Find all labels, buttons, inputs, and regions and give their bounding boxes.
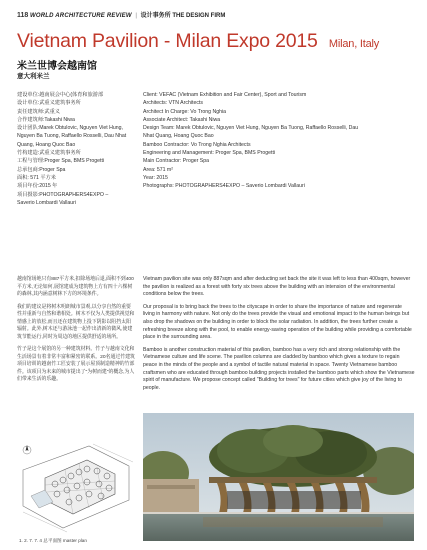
paragraph: 我们的建议是将树木明朗城市景观,以分享自然的重要性并重新与自然和谐相处。树木不仅为人类提供视觉和情感上的放松,而且还在建筑物上投下阴影以阻挡太阳辐射。此外,树木还与游泳池一起作出清新的微风,使建筑节能运行,同时为周边的地区提供舒适的场所。 (17, 304, 135, 340)
title-main: Vietnam Pavilion - Milan Expo 2015 (17, 30, 318, 52)
paragraph: Our proposal is to bring back the trees to the cityscape in order to share the importance of nature and regenerate living in harmony with nature. Not only do the trees provide the visual and emotional impact to the human beings but also drop the shadows on the building in order to block the solar radiation. In addition, the trees further create a refreshing breeze along with the pool, to enable energy-saving operation of the building while providing a comfortable place in the surrounding area. (143, 303, 412, 341)
credit-line: Main Contractor: Proger Spa (143, 158, 210, 165)
paragraph: 竹子是这个展馆的另一种建筑材料。竹子与越南文化和生活场景有着非常丰富和紧密的联系。20名通过竹建筑项目培训的越南竹工匠安装了展示屋顶制造精神的竹部件。该项目为未来的城市提出了"为树而建"的概念,为人们带来生活的乐趣。 (17, 347, 135, 382)
title-cn-location: 意大利米兰 (17, 73, 50, 80)
title-cn: 米兰世博会越南馆 (17, 61, 97, 72)
section-cn: 设计事务所 (140, 13, 171, 19)
credit-line: Client: VEFAC (Vietnam Exhibition and Fair Center), Sport and Tourism (143, 92, 307, 98)
credit-line: 工程与管理:Proger Spa, BMS Progetti (17, 158, 105, 165)
credit-line: 设计团队:Marek Obtulovic, Nguyen Viet Hung, (17, 125, 124, 132)
credit-line: Nhat Quang, Hoang Quoc Bao (143, 133, 214, 140)
credit-line: Design Team: Marek Obtulovic, Nguyen Viet Hung, Nguyen Ba Tuong, Raffaello Rosselli, Dau (143, 125, 359, 132)
section-en: THE DESIGN FIRM (172, 13, 226, 19)
page-number: 118 (17, 12, 29, 19)
credit-line: Bamboo Contractor: Vo Trong Nghia Architects (143, 141, 251, 148)
master-plan-drawing (17, 440, 135, 534)
credit-line: 总承包商:Proger Spa (17, 166, 66, 173)
credits-cn (17, 91, 137, 207)
credit-line: 项目摄影:PHOTOGRAPHERS4EXPO – (17, 191, 109, 198)
credit-line: Year: 2015 (143, 174, 168, 181)
magazine-name: WORLD ARCHITECTURE REVIEW (29, 13, 132, 19)
credit-line: 竹构建造:武重义建筑事务所 (17, 150, 81, 157)
pavilion-photo (143, 413, 414, 541)
credit-line: 面积: 571 平方米 (17, 174, 56, 181)
credit-line: Photographs: PHOTOGRAPHERS4EXPO – Saverio Lombardi Vallauri (143, 183, 305, 190)
page-title (17, 30, 379, 53)
credit-line: Area: 571 m² (143, 166, 173, 173)
paragraph: 越南馆场地只有887平方米,扣除场地后退,面积不到400平方米,无论如何,展馆建成为建筑物上方有四十六棵树的森林,其内涵意树林下方的环境条件。 (17, 277, 134, 297)
credit-line: 责任建筑师:武重义 (17, 108, 60, 115)
plan-caption: 1. 2. 7. 7. 4 总平面图 master plan (19, 538, 87, 543)
credit-line: Nguyen Ba Tuong, Raffaello Rosselli, Dau Nhat (17, 133, 127, 140)
page-header (17, 10, 225, 19)
body-text-en (143, 276, 415, 397)
body-text-cn (17, 276, 135, 389)
credits-en (143, 91, 415, 191)
credit-line: 项目年份:2015 年 (17, 183, 58, 190)
header-divider: | (135, 13, 137, 19)
credit-line: Saverio Lombardi Vallauri (17, 199, 77, 206)
credit-line: 建设单位:越南展会中心(体育和旅游部 (17, 92, 104, 98)
credit-line: Architects: VTN Architects (143, 100, 203, 107)
credit-line: Associate Architect: Takashi Niwa (143, 116, 221, 123)
credit-line: 合作建筑师:Takashi Niwa (17, 116, 75, 123)
credit-line: Engineering and Management: Proger Spa, BMS Progetti (143, 150, 276, 157)
credit-line: Architect In Charge: Vo Trong Nghia (143, 108, 227, 115)
credit-line: Quang, Hoang Quoc Bao (17, 141, 76, 148)
paragraph: Vietnam pavilion site was only 887sqm and after deducting set back the site it was left to less than 400sqm, however the pavilion is realized as a forest with forty six trees above the building with an intension of the environmental conditions below the trees. (143, 276, 411, 298)
title-location: Milan, Italy (328, 38, 380, 50)
credit-line: 设计单位:武重义建筑事务所 (17, 100, 81, 107)
paragraph: Bamboo is another construction material of this pavilion, bamboo has a very rich and strong relationship with the Vietnamese culture and life scene. The pavilion columns are cladded by bamboo which gives a texture to regain peace in the minds of the people and a symbol of tactile natural material in space. Twenty Vietnamese bamboo craftsmen who are educated through bamboo building projects installed the bamboo parts which show the Vietnamese spirit of manufacture. We propose concept called "Building for trees" for future cities which give joy of the living to people. (143, 346, 415, 391)
